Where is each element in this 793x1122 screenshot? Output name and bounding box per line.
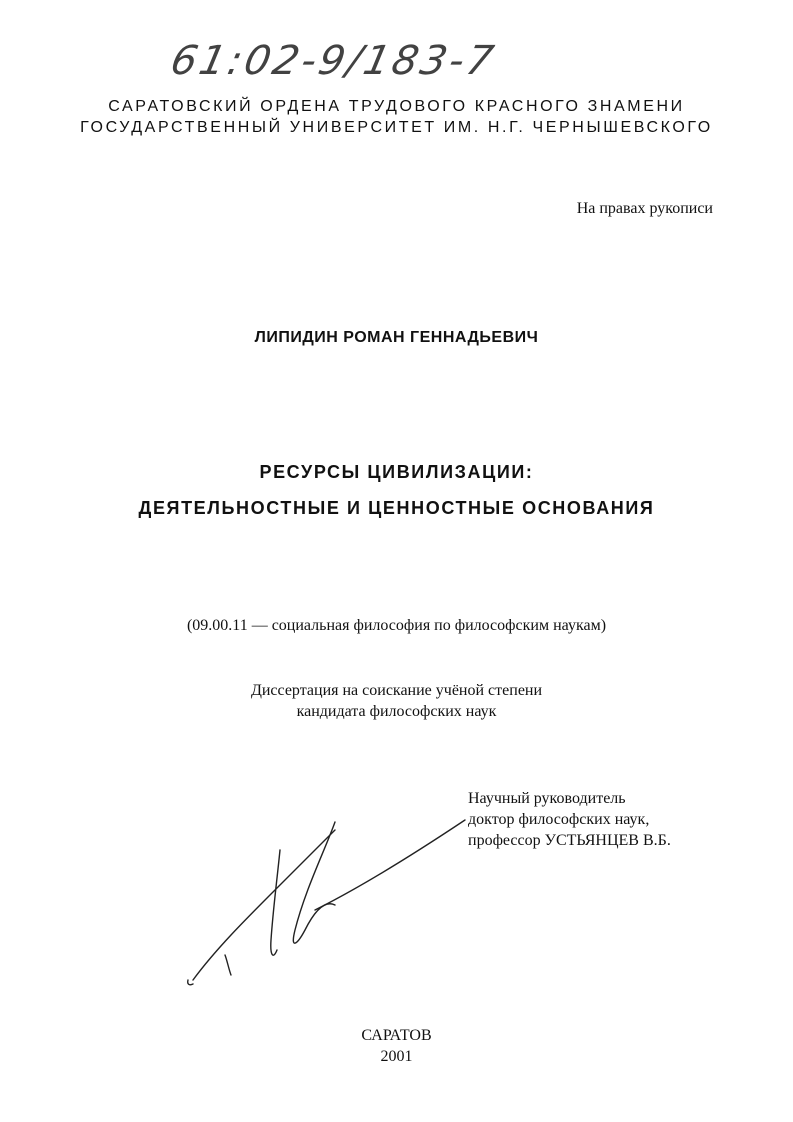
author-name: ЛИПИДИН РОМАН ГЕННАДЬЕВИЧ [254,329,539,346]
supervisor-line-3: профессор УСТЬЯНЦЕВ В.Б. [468,832,671,849]
degree-statement [0,680,793,722]
city-year-block [0,1025,793,1067]
manuscript-rights-note: На правах рукописи [576,200,713,217]
institution-line-2: ГОСУДАРСТВЕННЫЙ УНИВЕРСИТЕТ ИМ. Н.Г. ЧЕРНЫШЕВСКОГО [80,119,713,136]
handwritten-catalog-number: 61:02-9/183-7 [166,38,501,84]
dissertation-title [0,454,793,526]
title-line-1: РЕСУРСЫ ЦИВИЛИЗАЦИИ: [259,462,534,482]
city-name: САРАТОВ [361,1027,432,1044]
handwritten-signature [185,810,485,990]
degree-line-2: кандидата философских наук [296,703,497,720]
supervisor-block [468,788,671,851]
specialty-code: (09.00.11 — социальная философия по философским наукам) [186,617,607,634]
institution-line-1: САРАТОВСКИЙ ОРДЕНА ТРУДОВОГО КРАСНОГО ЗНАМЕНИ [108,98,685,115]
title-line-2: ДЕЯТЕЛЬНОСТНЫЕ И ЦЕННОСТНЫЕ ОСНОВАНИЯ [138,498,655,518]
institution-name [0,96,793,138]
year: 2001 [380,1048,413,1065]
supervisor-line-1: Научный руководитель [468,790,626,807]
supervisor-line-2: доктор философских наук, [468,811,650,828]
degree-line-1: Диссертация на соискание учёной степени [250,682,543,699]
